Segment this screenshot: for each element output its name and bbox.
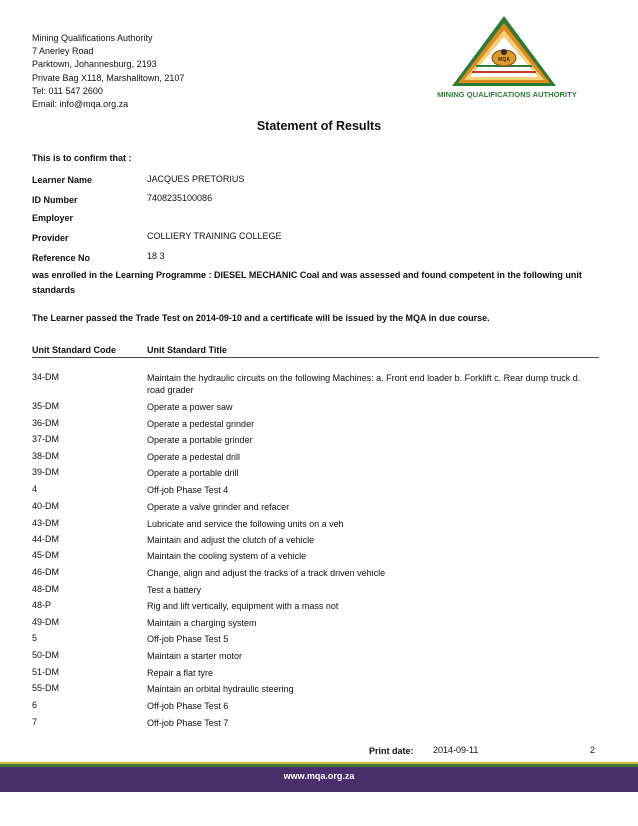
provider-label: Provider [32,233,69,243]
unit-code: 50-DM [32,650,60,660]
logo-wordmark: MINING QUALIFICATIONS AUTHORITY [437,90,577,99]
address-line: Tel: 011 547 2600 [32,85,103,96]
unit-code: 6 [32,700,38,710]
unit-code: 48-DM [32,584,60,594]
unit-code: 5 [32,633,38,643]
employer-label: Employer [32,213,74,223]
table-header-divider [32,357,599,358]
learner-name-value: JACQUES PRETORIUS [147,174,245,184]
unit-title: Maintain a starter motor [147,651,243,661]
unit-code: 45-DM [32,550,60,560]
unit-code: 48-P [32,600,52,610]
column-header-title: Unit Standard Title [147,345,227,355]
unit-title: Rig and lift vertically, equipment with a mass not [147,601,339,611]
unit-title: Operate a portable grinder [147,435,253,445]
unit-title: Maintain and adjust the clutch of a vehicle [147,535,315,545]
unit-title: Operate a power saw [147,402,233,412]
unit-title: Test a battery [147,585,202,595]
footer-website: www.mqa.org.za [283,771,355,781]
print-date-value: 2014-09-11 [433,745,479,755]
mqa-logo [410,12,604,100]
unit-title: Operate a valve grinder and refacer [147,502,290,512]
unit-code: 38-DM [32,451,60,461]
confirm-text: This is to confirm that : [32,153,132,163]
unit-title: Change, align and adjust the tracks of a track driven vehicle [147,568,386,578]
unit-code: 7 [32,717,38,727]
trade-test-statement: The Learner passed the Trade Test on 2014-09-10 and a certificate will be issued by the MQA in due course. [32,313,490,323]
unit-title: Operate a portable drill [147,468,239,478]
unit-code: 43-DM [32,518,60,528]
address-line: Email: info@mqa.org.za [32,99,129,110]
provider-value: COLLIERY TRAINING COLLEGE [147,231,282,241]
page-title: Statement of Results [256,119,382,133]
address-line: Mining Qualifications Authority [32,33,153,43]
unit-title: Lubricate and service the following units on a veh [147,519,344,529]
unit-title: Operate a pedestal drill [147,452,241,462]
learner-name-label: Learner Name [32,175,93,185]
id-number-label: ID Number [32,195,78,205]
unit-code: 46-DM [32,567,60,577]
unit-title: Maintain an orbital hydraulic steering [147,684,294,694]
unit-title: Off-job Phase Test 6 [147,701,229,711]
unit-code: 37-DM [32,434,60,444]
logo-triangle-icon [452,16,556,86]
footer-stripe-green [0,764,638,767]
authority-address [32,32,184,111]
unit-code: 4 [32,484,38,494]
column-header-code: Unit Standard Code [32,345,117,355]
reference-value: 18 3 [147,251,165,261]
address-line: Parktown, Johannesburg, 2193 [32,59,157,70]
unit-code: 39-DM [32,467,60,477]
unit-title: Operate a pedestal grinder [147,419,255,429]
unit-code: 49-DM [32,617,60,627]
unit-title: Off-job Phase Test 7 [147,718,229,728]
unit-code: 40-DM [32,501,60,511]
reference-label: Reference No [32,253,91,263]
unit-code: 36-DM [32,418,60,428]
unit-title: Maintain the hydraulic circuits on the following Machines: a. Front end loader b. Forklift c. Rear dump truck d. road grader [147,373,581,395]
unit-code: 44-DM [32,534,60,544]
logo-badge-text: MQA [498,57,510,63]
enrolled-statement: was enrolled in the Learning Programme : DIESEL MECHANIC Coal and was assessed and found competent in the following unit standards [32,270,582,295]
unit-title: Off-job Phase Test 4 [147,485,229,495]
unit-code: 35-DM [32,401,60,411]
unit-title: Repair a flat tyre [147,668,214,678]
unit-code: 34-DM [32,372,60,382]
address-line: Private Bag X118, Marshalltown, 2107 [32,72,185,83]
unit-title: Maintain the cooling system of a vehicle [147,551,307,561]
unit-title: Maintain a charging system [147,618,257,628]
address-line: 7 Anerley Road [32,46,94,57]
page-number: 2 [590,745,596,755]
unit-code: 51-DM [32,667,60,677]
id-number-value: 7408235100086 [147,193,213,203]
unit-code: 55-DM [32,683,60,693]
unit-title: Off-job Phase Test 5 [147,634,229,644]
print-date-label: Print date: [369,746,414,756]
